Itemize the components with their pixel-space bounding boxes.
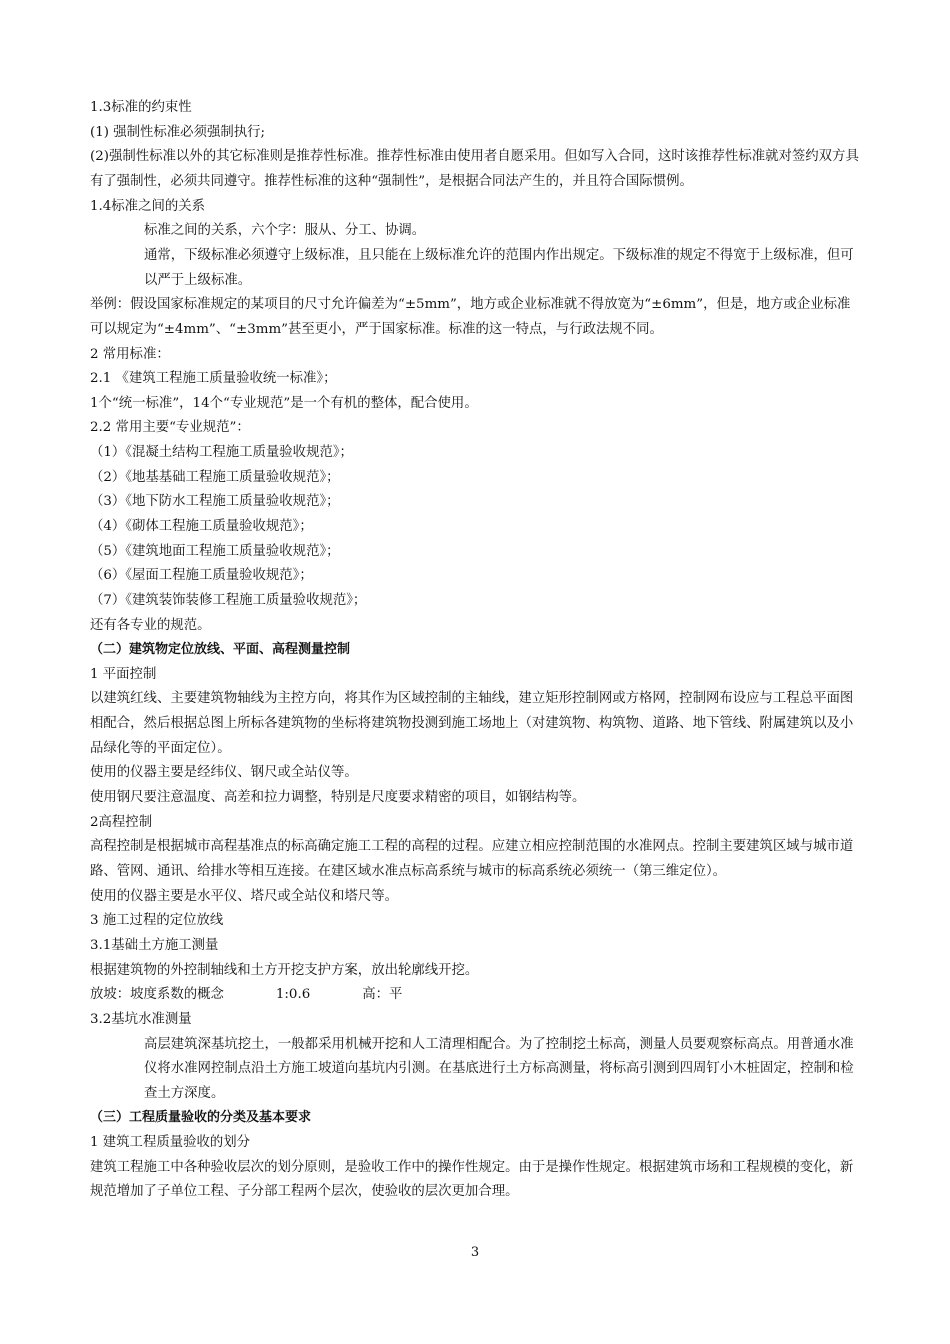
paragraph: 使用钢尺要注意温度、高差和拉力调整，特别是尺度要求精密的项目，如钢结构等。 — [90, 790, 586, 806]
heading-2: 2 常用标准： — [90, 346, 170, 362]
paragraph: 以建筑红线、主要建筑物轴线为主控方向，将其作为区域控制的主轴线，建立矩形控制网或方格网，控制网布设应与工程总平面图相配合，然后根据总图上所标各建筑物的坐标将建筑物投测到施工场地上（对建筑物、构筑物、道路、地下管线、附属建筑以及小品绿化等的平面定位）。 — [90, 691, 854, 756]
page-number: 3 — [470, 1245, 480, 1260]
slope-ratio: 1:0.6 — [275, 987, 311, 1003]
paragraph: 还有各专业的规范。 — [90, 617, 211, 633]
heading-3-1: 3.1基础土方施工测量 — [90, 937, 219, 953]
paragraph: 使用的仪器主要是经纬仪、钢尺或全站仪等。 — [90, 765, 358, 781]
paragraph: 通常，下级标准必须遵守上级标准，且只能在上级标准允许的范围内作出规定。下级标准的规定不得宽于上级标准，但可以严于上级标准。 — [144, 247, 854, 288]
list-item: （3）《地下防水工程施工质量验收规范》； — [90, 494, 340, 510]
heading-2-1: 2.1 《建筑工程施工质量验收统一标准》； — [90, 371, 337, 387]
slope-tail: 高：平 — [362, 987, 403, 1003]
heading-2-2: 2.2 常用主要“专业规范”： — [90, 420, 250, 436]
list-item: （6）《屋面工程施工质量验收规范》； — [90, 568, 313, 584]
heading-3: 3 施工过程的定位放线 — [90, 913, 224, 929]
paragraph: 标准之间的关系，六个字：服从、分工、协调。 — [144, 223, 426, 239]
paragraph: (1) 强制性标准必须强制执行; — [90, 124, 266, 140]
list-item: （1）《混凝土结构工程施工质量验收规范》； — [90, 445, 353, 461]
list-item: （4）《砌体工程施工质量验收规范》； — [90, 518, 313, 534]
heading-elevation-control: 2高程控制 — [90, 814, 153, 830]
slope-label: 放坡：坡度系数的概念 — [90, 987, 224, 1003]
document-body — [90, 96, 860, 1205]
slope-line — [90, 983, 860, 1008]
list-item: （2）《地基基础工程施工质量验收规范》； — [90, 469, 340, 485]
paragraph: 根据建筑物的外控制轴线和土方开挖支护方案，放出轮廓线开挖。 — [90, 962, 479, 978]
heading-1-3: 1.3标准的约束性 — [90, 100, 192, 115]
list-item: （7）《建筑装饰装修工程施工质量验收规范》； — [90, 592, 367, 608]
heading-3-2: 3.2基坑水准测量 — [90, 1011, 192, 1027]
paragraph: 建筑工程施工中各种验收层次的划分原则，是验收工作中的操作性规定。由于是操作性规定。根据建筑市场和工程规模的变化，新规范增加了子单位工程、子分部工程两个层次，使验收的层次更加合理。 — [90, 1159, 854, 1200]
paragraph: 1个“统一标准”，14个“专业规范”是一个有机的整体，配合使用。 — [90, 395, 478, 411]
paragraph: 使用的仪器主要是水平仪、塔尺或全站仪和塔尺等。 — [90, 888, 398, 904]
paragraph: (2)强制性标准以外的其它标准则是推荐性标准。推荐性标准由使用者自愿采用。但如写入合同，这时该推荐性标准就对签约双方具有了强制性，必须共同遵守。推荐性标准的这种“强制性”，是根据合同法产生的，并且符合国际惯例。 — [90, 149, 859, 189]
heading-plane-control: 1 平面控制 — [90, 666, 157, 682]
section-heading: （二）建筑物定位放线、平面、高程测量控制 — [90, 642, 351, 658]
paragraph: 举例：假设国家标准规定的某项目的尺寸允许偏差为“±5mm”，地方或企业标准就不得放宽为“±6mm”，但是，地方或企业标准可以规定为“±4mm”、“±3mm”甚至更小，严于国家标准。标准的这一特点，与行政法规不同。 — [90, 297, 851, 337]
section-heading: （三）工程质量验收的分类及基本要求 — [90, 1110, 312, 1126]
paragraph: 高层建筑深基坑挖土，一般都采用机械开挖和人工清理相配合。为了控制挖土标高，测量人员要观察标高点。用普通水准仪将水准网控制点沿土方施工坡道向基坑内引测。在基底进行土方标高测量，将标高引测到四周钉小木桩固定，控制和检查土方深度。 — [144, 1036, 854, 1101]
heading-acceptance-division: 1 建筑工程质量验收的划分 — [90, 1135, 251, 1151]
heading-1-4: 1.4标准之间的关系 — [90, 198, 206, 214]
paragraph: 高程控制是根据城市高程基准点的标高确定施工工程的高程的过程。应建立相应控制范围的水准网点。控制主要建筑区域与城市道路、管网、通讯、给排水等相互连接。在建区域水准点标高系统与城市的标高系统必须统一（第三维定位）。 — [90, 839, 854, 880]
list-item: （5）《建筑地面工程施工质量验收规范》； — [90, 543, 340, 559]
